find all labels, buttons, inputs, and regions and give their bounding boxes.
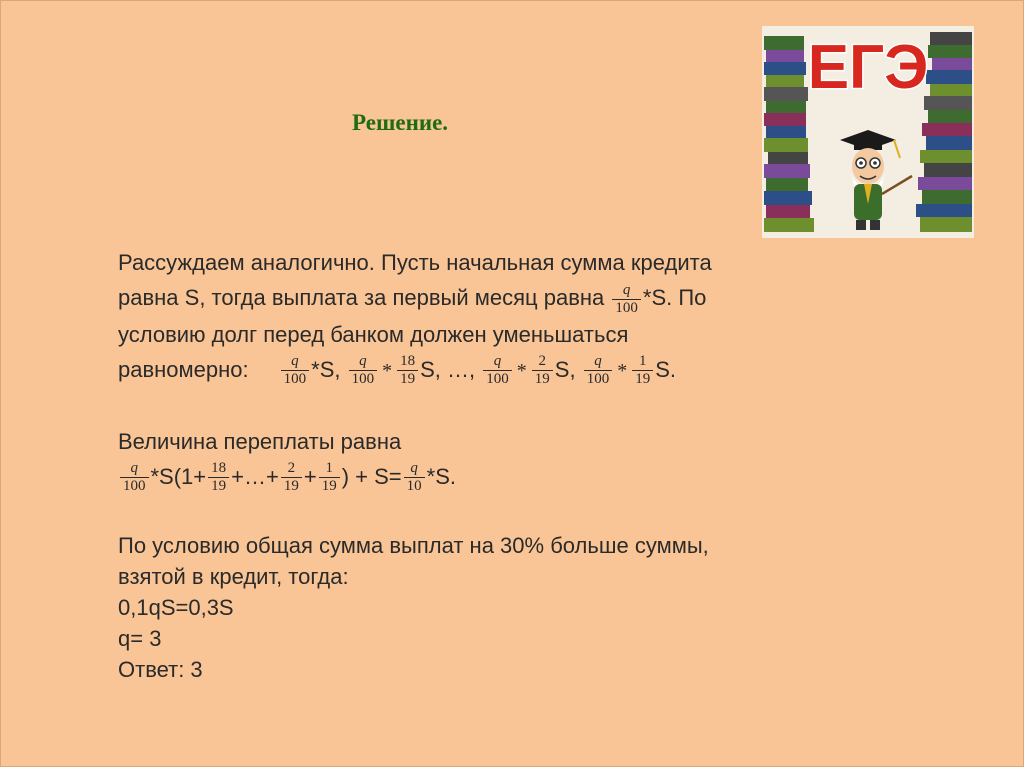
para1-line2	[118, 280, 838, 317]
fraction-q-100	[483, 353, 512, 388]
frac-num: q	[410, 460, 418, 477]
para3-line2: взятой в кредит, тогда:	[118, 564, 349, 590]
fraction-q-100	[349, 353, 378, 388]
para1-line4-label: равномерно:	[118, 356, 249, 382]
fraction-q-100	[612, 282, 641, 317]
page-title	[352, 110, 448, 136]
fraction-q-100	[281, 353, 310, 388]
solution-body	[118, 245, 838, 685]
formula-star: *	[516, 359, 527, 382]
para2-line2	[118, 459, 838, 496]
frac-den: 100	[612, 299, 641, 317]
frac-den: 19	[397, 370, 418, 388]
fraction-1-19	[632, 353, 653, 388]
title-text: Решение	[352, 110, 443, 135]
para2-line1: Величина переплаты равна	[118, 428, 402, 454]
frac-num: q	[622, 281, 631, 298]
formula-text: +…+	[231, 463, 279, 489]
logo-text: ЕГЭ	[807, 33, 929, 102]
formula-star: *	[617, 359, 628, 382]
frac-num: q	[291, 353, 299, 370]
professor-with-books-icon	[762, 26, 974, 238]
para3-line3: 0,1qS=0,3S	[118, 595, 234, 621]
para1-line2-end: *S. По	[642, 285, 707, 310]
frac-num: 18	[400, 353, 416, 370]
frac-num: q	[594, 353, 602, 370]
formula-text: ) + S=	[341, 463, 402, 489]
formula-text: S,	[554, 356, 576, 382]
frac-den: 19	[632, 370, 653, 388]
formula-text: *S.	[426, 463, 456, 489]
formula-text: S, …,	[420, 356, 476, 382]
frac-num: 1	[638, 353, 647, 370]
frac-den: 100	[281, 370, 310, 388]
para3-line4: q= 3	[118, 626, 162, 652]
answer: Ответ: 3	[118, 657, 203, 683]
fraction-q-100	[120, 460, 149, 495]
frac-den: 10	[404, 477, 425, 495]
frac-den: 100	[120, 477, 149, 495]
fraction-18-19	[397, 353, 418, 388]
fraction-18-19	[208, 460, 229, 495]
frac-den: 100	[349, 370, 378, 388]
frac-den: 19	[532, 370, 553, 388]
formula-text: +	[303, 463, 317, 489]
ege-logo	[762, 26, 974, 238]
para1-line1: Рассуждаем аналогично. Пусть начальная сумма кредита	[118, 250, 712, 275]
frac-num: q	[130, 460, 138, 477]
title-dot: .	[442, 110, 449, 135]
frac-num: q	[359, 353, 367, 370]
frac-num: q	[493, 353, 502, 370]
frac-den: 19	[319, 477, 340, 495]
formula-text: *S(1+	[150, 463, 207, 489]
para3-line1: По условию общая сумма выплат на 30% больше суммы,	[118, 533, 709, 559]
frac-num: 2	[538, 353, 547, 370]
fraction-1-19	[319, 460, 340, 495]
fraction-2-19	[532, 353, 553, 388]
formula-text: S.	[655, 356, 676, 382]
frac-den: 100	[584, 370, 613, 388]
formula-text: *S,	[311, 356, 341, 382]
frac-num: 2	[287, 460, 296, 477]
para1-line2-text: равна S, тогда выплата за первый месяц равна	[118, 285, 605, 310]
frac-num: 18	[211, 460, 227, 477]
para1-line4	[118, 352, 838, 389]
fraction-q-10	[404, 460, 425, 495]
frac-den: 19	[281, 477, 302, 495]
frac-den: 100	[483, 370, 512, 388]
fraction-2-19	[281, 460, 302, 495]
frac-num: 1	[325, 460, 333, 477]
frac-den: 19	[208, 477, 229, 495]
para1-line3: условию долг перед банком должен уменьшаться	[118, 321, 629, 347]
formula-star: *	[382, 359, 393, 382]
fraction-q-100	[584, 353, 613, 388]
